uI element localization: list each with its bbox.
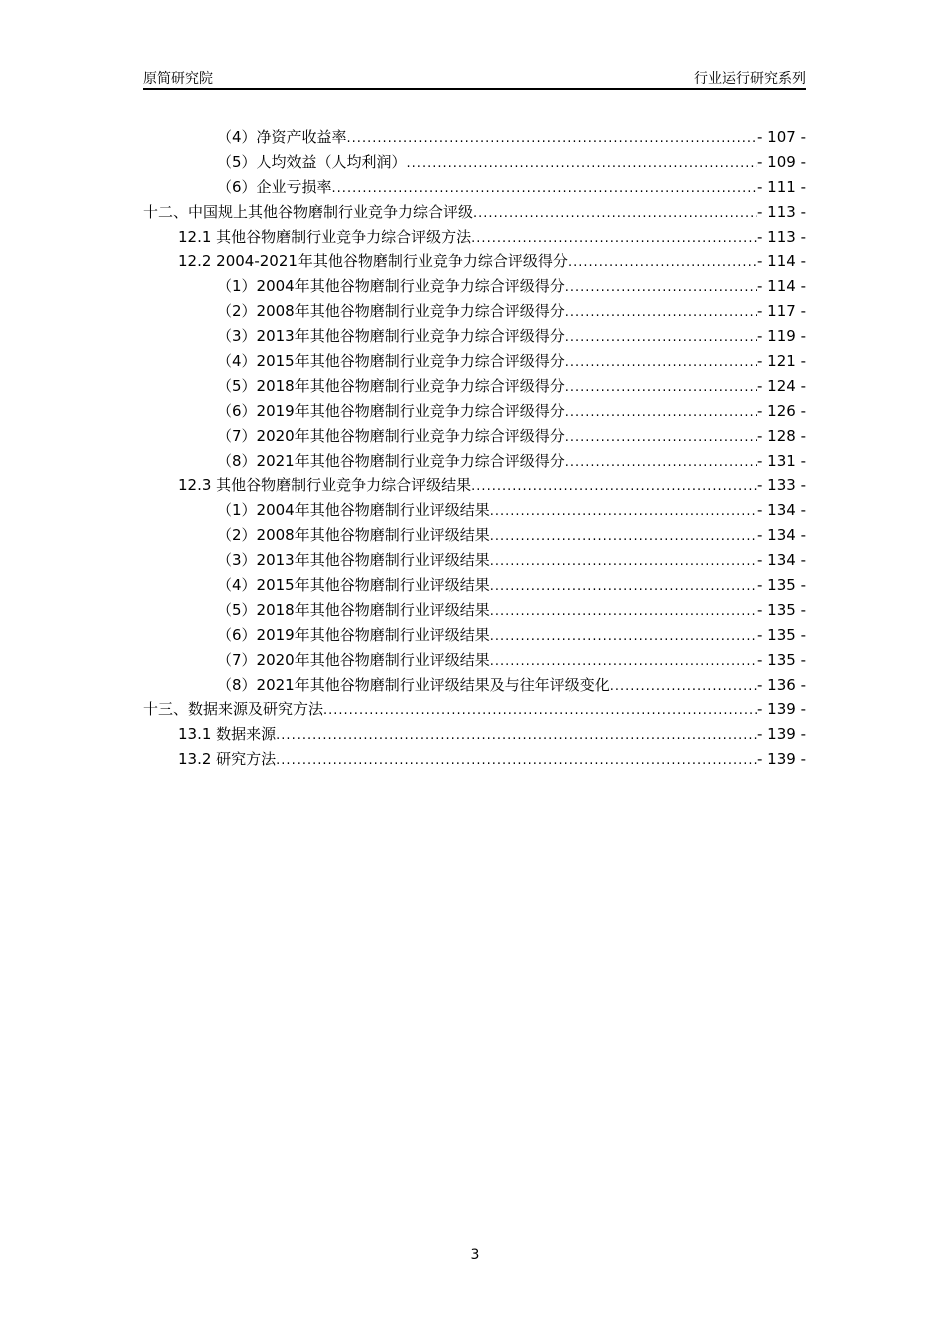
page-header [143, 66, 806, 90]
toc-entry-title: （6）企业亏损率 [217, 177, 332, 196]
toc-entry-title: 12.1 其他谷物磨制行业竞争力综合评级方法 [178, 227, 472, 246]
toc-entry-title: （5）2018年其他谷物磨制行业评级结果 [217, 600, 490, 619]
toc-entry[interactable] [143, 424, 806, 449]
toc-entry[interactable] [143, 573, 806, 598]
dot-leader [490, 600, 757, 625]
toc-entry-page: - 128 - [757, 426, 806, 445]
toc-entry-page: - 109 - [757, 152, 806, 171]
toc-entry-title: （6）2019年其他谷物磨制行业竞争力综合评级得分 [217, 401, 565, 420]
toc-entry-title: 12.2 2004-2021年其他谷物磨制行业竞争力综合评级得分 [178, 252, 568, 271]
dot-leader [323, 699, 757, 724]
toc-entry[interactable] [143, 498, 806, 523]
toc-entry[interactable] [143, 324, 806, 349]
toc-entry-title: （4）净资产收益率 [217, 128, 347, 146]
toc-entry[interactable] [143, 200, 806, 225]
toc-entry-page: - 136 - [757, 675, 806, 694]
dot-leader [565, 326, 757, 351]
dot-leader [565, 276, 757, 301]
dot-leader [276, 724, 757, 749]
toc-entry-title: （8）2021年其他谷物磨制行业评级结果及与往年评级变化 [217, 675, 610, 694]
toc-entry-title: （7）2020年其他谷物磨制行业评级结果 [217, 650, 490, 669]
toc-entry[interactable] [143, 225, 806, 250]
dot-leader [565, 401, 757, 426]
toc-entry[interactable] [143, 673, 806, 698]
dot-leader [490, 500, 757, 525]
dot-leader [407, 152, 757, 177]
toc-entry[interactable] [143, 473, 806, 498]
dot-leader [490, 550, 757, 575]
toc-entry-page: - 114 - [757, 277, 806, 296]
toc-entry-page: - 114 - [757, 252, 806, 271]
toc-entry-page: - 134 - [757, 526, 806, 545]
toc-entry[interactable] [143, 523, 806, 548]
toc-entry-page: - 139 - [757, 725, 806, 744]
header-org: 原简研究院 [143, 71, 213, 87]
toc-entry[interactable] [143, 399, 806, 424]
toc-entry-title: （2）2008年其他谷物磨制行业评级结果 [217, 526, 490, 545]
toc-entry[interactable] [143, 299, 806, 324]
dot-leader [332, 177, 757, 202]
dot-leader [347, 127, 757, 152]
toc-entry-page: - 126 - [757, 401, 806, 420]
dot-leader [565, 301, 757, 326]
toc-entry-page: - 107 - [757, 128, 806, 146]
dot-leader [473, 202, 757, 227]
toc-entry-title: 12.3 其他谷物磨制行业竞争力综合评级结果 [178, 476, 472, 495]
toc-entry[interactable] [143, 274, 806, 299]
toc-entry[interactable] [143, 697, 806, 722]
dot-leader [490, 525, 757, 550]
toc-entry-page: - 119 - [757, 327, 806, 346]
toc-entry-page: - 139 - [757, 750, 806, 769]
toc-entry-title: （6）2019年其他谷物磨制行业评级结果 [217, 625, 490, 644]
toc-entry-title: 13.1 数据来源 [178, 725, 277, 744]
toc-entry-page: - 139 - [757, 700, 806, 719]
toc-entry-title: 13.2 研究方法 [178, 750, 277, 769]
toc-entry-title: （3）2013年其他谷物磨制行业评级结果 [217, 551, 490, 570]
toc-entry-title: （1）2004年其他谷物磨制行业竞争力综合评级得分 [217, 277, 565, 296]
toc-entry[interactable] [143, 150, 806, 175]
toc-entry-title: 十二、中国规上其他谷物磨制行业竞争力综合评级 [143, 202, 474, 221]
toc-entry-title: （4）2015年其他谷物磨制行业竞争力综合评级得分 [217, 352, 565, 371]
dot-leader [610, 675, 757, 700]
dot-leader [490, 625, 757, 650]
toc-entry[interactable] [143, 349, 806, 374]
toc-entry-page: - 117 - [757, 302, 806, 321]
dot-leader [565, 426, 757, 451]
dot-leader [490, 575, 757, 600]
toc-entry[interactable] [143, 374, 806, 399]
dot-leader [568, 251, 757, 276]
dot-leader [490, 650, 757, 675]
dot-leader [276, 749, 757, 774]
toc-entry-page: - 135 - [757, 650, 806, 669]
toc-entry-page: - 113 - [757, 202, 806, 221]
header-series: 行业运行研究系列 [694, 71, 806, 87]
toc-entry-title: （8）2021年其他谷物磨制行业竞争力综合评级得分 [217, 451, 565, 470]
dot-leader [565, 451, 757, 476]
toc-entry[interactable] [143, 623, 806, 648]
toc-entry-page: - 121 - [757, 352, 806, 371]
toc-entry[interactable] [143, 722, 806, 747]
toc-entry-page: - 131 - [757, 451, 806, 470]
toc-entry-page: - 133 - [757, 476, 806, 495]
toc-entry-page: - 124 - [757, 376, 806, 395]
dot-leader [471, 475, 757, 500]
toc-entry-page: - 135 - [757, 625, 806, 644]
toc-entry[interactable] [143, 125, 806, 150]
dot-leader [471, 227, 757, 252]
toc-entry-page: - 111 - [757, 177, 806, 196]
toc-entry[interactable] [143, 648, 806, 673]
toc-entry-title: 十三、数据来源及研究方法 [143, 700, 324, 719]
dot-leader [565, 376, 757, 401]
toc-entry-title: （4）2015年其他谷物磨制行业评级结果 [217, 576, 490, 595]
dot-leader [565, 351, 757, 376]
toc-entry-page: - 135 - [757, 600, 806, 619]
toc-entry-title: （2）2008年其他谷物磨制行业竞争力综合评级得分 [217, 302, 565, 321]
table-of-contents [143, 125, 806, 772]
toc-entry[interactable] [143, 249, 806, 274]
toc-entry-title: （7）2020年其他谷物磨制行业竞争力综合评级得分 [217, 426, 565, 445]
page-number: 3 [470, 1247, 480, 1263]
toc-entry-title: （5）2018年其他谷物磨制行业竞争力综合评级得分 [217, 376, 565, 395]
toc-entry-page: - 134 - [757, 551, 806, 570]
toc-entry-title: （1）2004年其他谷物磨制行业评级结果 [217, 501, 490, 520]
toc-entry-title: （3）2013年其他谷物磨制行业竞争力综合评级得分 [217, 327, 565, 346]
toc-entry-page: - 134 - [757, 501, 806, 520]
toc-entry-page: - 135 - [757, 576, 806, 595]
toc-entry[interactable] [143, 449, 806, 474]
toc-entry[interactable] [143, 548, 806, 573]
toc-entry-page: - 113 - [757, 227, 806, 246]
toc-entry[interactable] [143, 175, 806, 200]
toc-entry-title: （5）人均效益（人均利润） [217, 152, 407, 171]
toc-entry[interactable] [143, 598, 806, 623]
toc-entry[interactable] [143, 747, 806, 772]
